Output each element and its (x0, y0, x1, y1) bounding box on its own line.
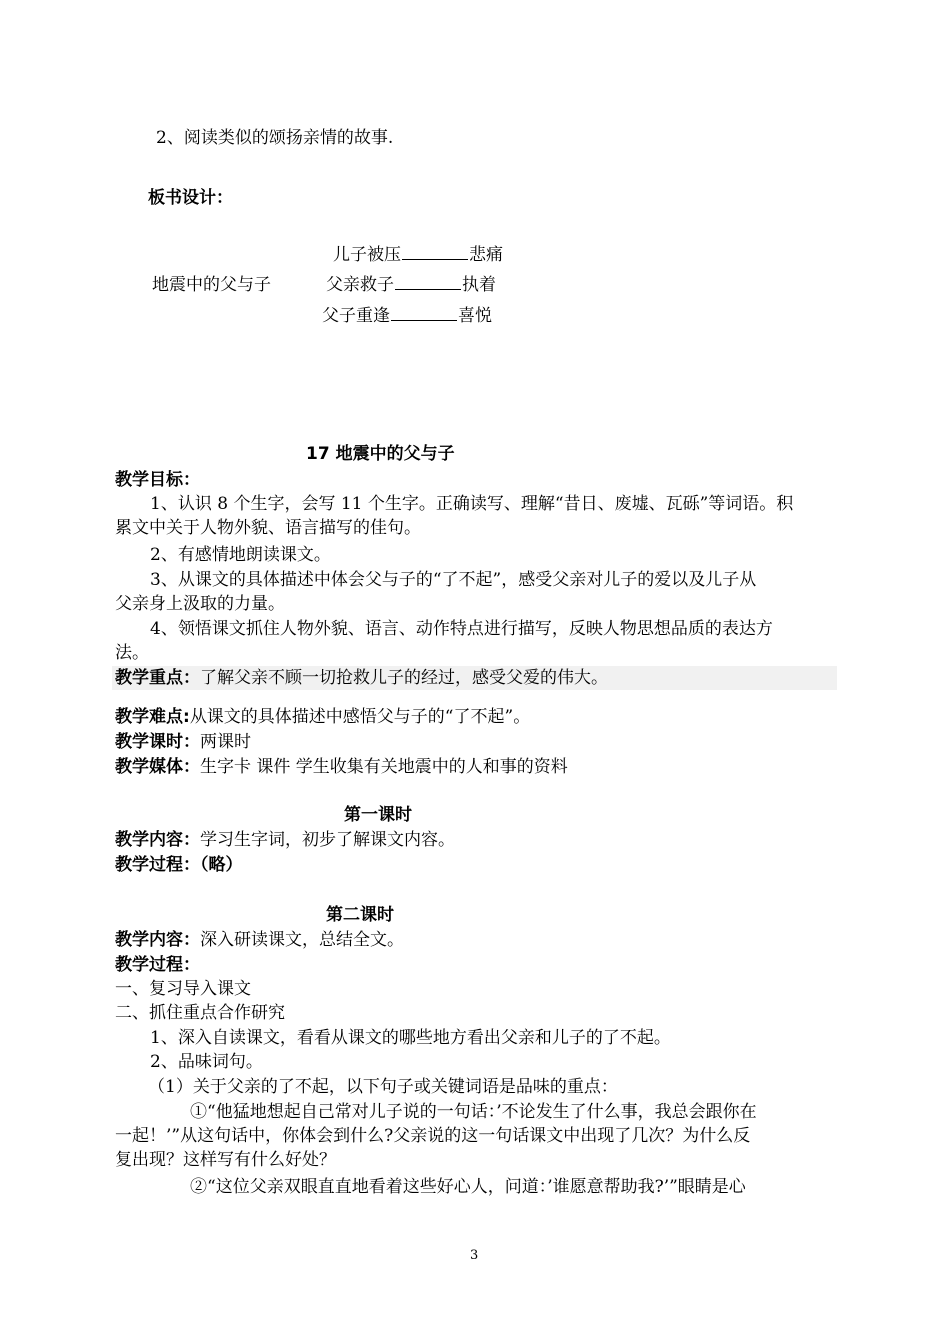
hours-text: 两课时 (200, 732, 251, 752)
period2-process: 教学过程： (115, 955, 200, 975)
goal-4a: 4、领悟课文抓住人物外貌、语言、动作特点进行描写，反映人物思想品质的表达方 (150, 619, 773, 639)
diff-label: 教学难点: (115, 707, 190, 727)
media-text: 生字卡 课件 学生收集有关地震中的人和事的资料 (200, 757, 568, 777)
board-row-2-right: 执着 (462, 275, 496, 295)
period1-content (115, 828, 455, 852)
period1-content-text: 学习生字词，初步了解课文内容。 (200, 830, 455, 850)
board-row-3-right: 喜悦 (458, 306, 492, 326)
board-row-3-left: 父子重逢 (322, 306, 390, 326)
lesson-title: 17 地震中的父与子 (306, 444, 455, 464)
blank-line (402, 245, 468, 260)
quote-2a: ②“这位父亲双眼直直地看着这些好心人，问道：’谁愿意帮助我?’”眼睛是心 (190, 1177, 746, 1197)
key-label: 教学重点： (115, 668, 200, 688)
board-row-1-left: 儿子被压 (333, 245, 401, 265)
quote-1a: ①“他猛地想起自己常对儿子说的一句话：’不论发生了什么事，我总会跟你在 (190, 1102, 757, 1122)
goal-3a: 3、从课文的具体描述中体会父与子的“了不起”，感受父亲对儿子的爱以及儿子从 (150, 570, 757, 590)
media-label: 教学媒体： (115, 757, 200, 777)
goal-1b: 累文中关于人物外貌、语言描写的佳句。 (115, 518, 421, 538)
period1-title: 第一课时 (344, 805, 412, 825)
board-row-1-right: 悲痛 (469, 245, 503, 265)
board-row-2 (326, 273, 496, 297)
goal-3b: 父亲身上汲取的力量。 (115, 594, 285, 614)
step-2-2: 2、品味词句。 (150, 1052, 263, 1072)
goal-1a: 1、认识 8 个生字，会写 11 个生字。正确读写、理解“昔日、废墟、瓦砾”等词语。积 (150, 494, 794, 514)
period1-process: 教学过程：（略） (115, 855, 243, 875)
goal-4b: 法。 (115, 643, 149, 663)
difficulty (115, 705, 530, 729)
blank-line (391, 306, 457, 321)
hours-label: 教学课时： (115, 732, 200, 752)
step-2: 二、抓住重点合作研究 (115, 1003, 285, 1023)
period1-content-label: 教学内容： (115, 830, 200, 850)
step-2-1: 1、深入自读课文，看看从课文的哪些地方看出父亲和儿子的了不起。 (150, 1028, 671, 1048)
board-row-1 (333, 243, 503, 267)
board-center: 地震中的父与子 (152, 275, 271, 295)
step-2-2-1: （1）关于父亲的了不起，以下句子或关键词语是品味的重点： (148, 1077, 618, 1097)
diff-text: 从课文的具体描述中感悟父与子的“了不起”。 (189, 707, 531, 727)
blank-line (395, 275, 461, 290)
key-text: 了解父亲不顾一切抢救儿子的经过，感受父爱的伟大。 (200, 668, 608, 688)
step-1: 一、复习导入课文 (115, 979, 251, 999)
goal-2: 2、有感情地朗读课文。 (150, 545, 331, 565)
top-item: 2、阅读类似的颂扬亲情的故事. (156, 128, 394, 148)
hours (115, 730, 251, 754)
quote-1b: 一起！’”从这句话中，你体会到什么?父亲说的这一句话课文中出现了几次？为什么反 (115, 1126, 751, 1146)
period2-content-label: 教学内容： (115, 930, 200, 950)
goals-label: 教学目标： (115, 470, 200, 490)
media (115, 755, 568, 779)
board-row-3 (322, 304, 492, 328)
page-number: 3 (470, 1248, 479, 1263)
key-point (115, 666, 608, 690)
quote-1c: 复出现？这样写有什么好处？ (115, 1150, 336, 1170)
board-row-2-left: 父亲救子 (326, 275, 394, 295)
period2-content (115, 928, 404, 952)
period2-content-text: 深入研读课文，总结全文。 (200, 930, 404, 950)
board-heading: 板书设计： (148, 188, 233, 208)
period2-title: 第二课时 (326, 905, 394, 925)
